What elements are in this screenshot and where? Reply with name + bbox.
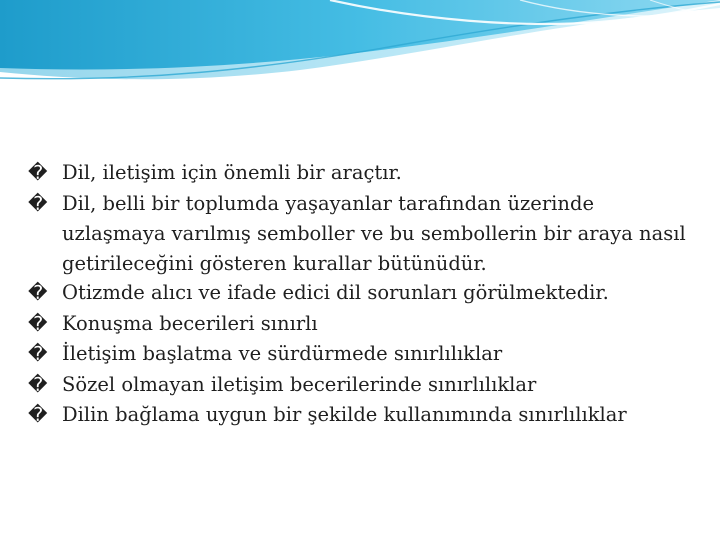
bullet-item [28, 400, 688, 431]
bullet-text: Dilin bağlama uygun bir şekilde kullanımında sınırlılıklar [62, 403, 627, 426]
bullet-glyph: � [28, 282, 48, 304]
bullet-list [28, 158, 688, 431]
bullet-glyph: � [28, 343, 48, 365]
bullet-glyph: � [28, 312, 48, 335]
bullet-text: Dil, belli bir toplumda yaşayanlar tarafından üzerinde uzlaşmaya varılmış semboller ve bu sembollerin bir araya nasıl getirileceğini gösteren kurallar bütünüdür. [62, 191, 686, 275]
bullet-glyph: � [28, 162, 48, 184]
bullet-glyph: � [28, 373, 48, 396]
bullet-text: Sözel olmayan iletişim becerilerinde sınırlılıklar [62, 372, 537, 396]
bullet-glyph: � [28, 192, 48, 215]
bullet-glyph: � [28, 404, 48, 426]
bullet-text: İletişim başlatma ve sürdürmede sınırlılıklar [62, 342, 503, 365]
bullet-item [28, 158, 688, 189]
bullet-item [28, 309, 688, 340]
bullet-item [28, 339, 688, 370]
header-wave-decoration [0, 0, 720, 95]
bullet-text: Konuşma becerileri sınırlı [62, 311, 318, 335]
bullet-item [28, 189, 688, 279]
bullet-item [28, 370, 688, 401]
bullet-text: Dil, iletişim için önemli bir araçtır. [62, 161, 402, 184]
bullet-item [28, 278, 688, 309]
bullet-text: Otizmde alıcı ve ifade edici dil sorunları görülmektedir. [62, 281, 609, 304]
